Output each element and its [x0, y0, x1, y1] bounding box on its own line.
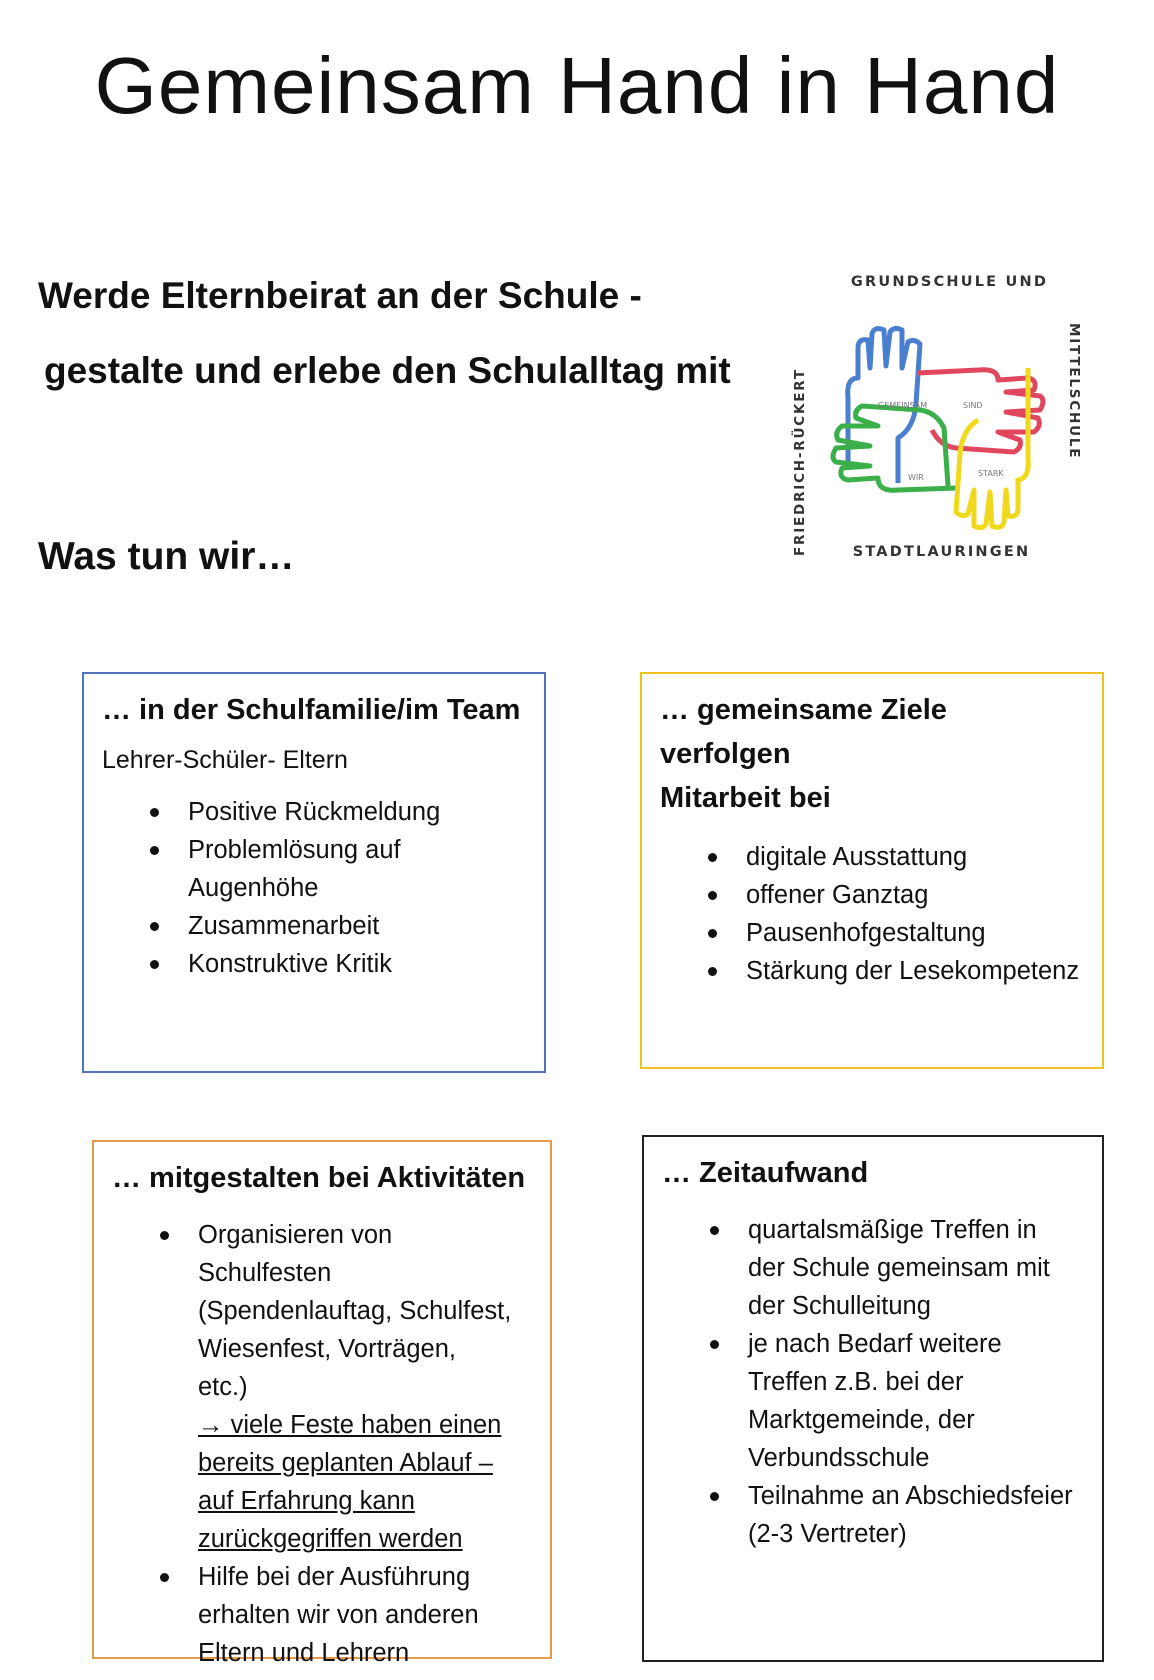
- school-logo: [790, 268, 1085, 573]
- goals-box-subheading: Mitarbeit bei: [660, 782, 831, 814]
- time-box: [642, 1135, 1104, 1662]
- list-item: je nach Bedarf weitere Treffen z.B. bei der Marktgemeinde, der Verbundsschule: [662, 1325, 1084, 1477]
- goals-list: [660, 838, 1084, 990]
- time-list: [662, 1211, 1084, 1553]
- activities-list: [112, 1216, 532, 1672]
- list-item: [112, 1216, 532, 1558]
- list-item: Teilnahme an Abschiedsfeier (2-3 Vertreter): [662, 1477, 1084, 1553]
- team-box: [82, 672, 546, 1073]
- list-item: Konstruktive Kritik: [102, 945, 526, 983]
- team-list: [102, 793, 526, 983]
- logo-hand-word: GEMEINSAM: [878, 401, 928, 410]
- section-heading: Was tun wir…: [38, 535, 295, 578]
- logo-text-top: GRUNDSCHULE UND: [850, 274, 1049, 290]
- list-item-note: → viele Feste haben einen bereits geplanten Ablauf – auf Erfahrung kann zurückgegriffen werden: [198, 1411, 502, 1553]
- list-item: Problemlösung auf Augenhöhe: [102, 831, 526, 907]
- logo-hand-word: SIND: [963, 401, 983, 410]
- list-item: Hilfe bei der Ausführung erhalten wir von anderen Eltern und Lehrern: [112, 1558, 532, 1672]
- list-item: Positive Rückmeldung: [102, 793, 526, 831]
- logo-hand-word: WIR: [908, 473, 924, 482]
- logo-text-right: MITTELSCHULE: [1066, 323, 1082, 460]
- activities-box-heading: … mitgestalten bei Aktivitäten: [112, 1162, 526, 1194]
- list-item: quartalsmäßige Treffen in der Schule gemeinsam mit der Schulleitung: [662, 1211, 1084, 1325]
- goals-box-heading: … gemeinsame Ziele verfolgen: [660, 694, 947, 770]
- list-item: Pausenhofgestaltung: [660, 914, 1084, 952]
- time-box-heading: … Zeitaufwand: [662, 1157, 869, 1189]
- list-item: offener Ganztag: [660, 876, 1084, 914]
- page-title: Gemeinsam Hand in Hand: [94, 41, 1060, 130]
- list-item: Zusammenarbeit: [102, 907, 526, 945]
- logo-hand-word: STARK: [978, 469, 1004, 478]
- team-box-subtitle: Lehrer-Schüler- Eltern: [102, 746, 348, 774]
- intro-line-2: gestalte und erlebe den Schulalltag mit: [44, 350, 731, 391]
- logo-text-bottom: STADTLAURINGEN: [852, 544, 1031, 560]
- goals-box: [640, 672, 1104, 1069]
- team-box-heading: … in der Schulfamilie/im Team: [102, 694, 521, 726]
- list-item-text: Organisieren von Schulfesten (Spendenlauftag, Schulfest, Wiesenfest, Vorträgen, etc.): [198, 1221, 512, 1401]
- intro-line-1: Werde Elternbeirat an der Schule -: [38, 275, 642, 316]
- hands-logo-icon: [828, 308, 1048, 538]
- logo-text-left: FRIEDRICH-RÜCKERT: [792, 368, 808, 556]
- list-item: Stärkung der Lesekompetenz: [660, 952, 1084, 990]
- activities-box: [92, 1140, 552, 1667]
- list-item: digitale Ausstattung: [660, 838, 1084, 876]
